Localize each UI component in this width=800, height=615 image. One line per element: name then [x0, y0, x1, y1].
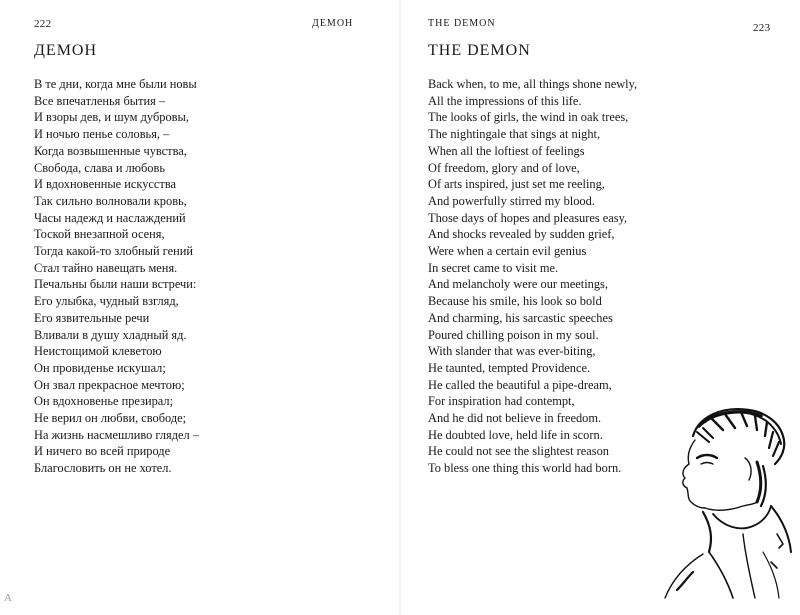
poem-russian-line: И взоры дев, и шум дубровы,: [34, 110, 189, 125]
poem-russian-line: На жизнь насмешливо глядел –: [34, 427, 200, 442]
poem-russian-line: Свобода, слава и любовь: [34, 160, 166, 175]
poem-english-line: When all the loftiest of feelings: [428, 143, 585, 158]
poem-english-line: And shocks revealed by sudden grief,: [428, 227, 615, 242]
poem-text-english: [428, 76, 637, 477]
poem-english-line: He could not see the slightest reason: [428, 444, 609, 459]
poem-english-line: Because his smile, his look so bold: [428, 294, 602, 309]
poem-english-line: To bless one thing this world had born.: [428, 461, 622, 476]
poem-russian-line: И ничего во всей природе: [34, 444, 171, 459]
poem-english-line: In secret came to visit me.: [428, 260, 559, 275]
poem-russian-line: Он провиденье искушал;: [34, 360, 166, 375]
poem-english-line: Back when, to me, all things shone newly,: [428, 77, 638, 91]
poem-english-line: Those days of hopes and pleasures easy,: [428, 210, 628, 225]
poem-russian-line: Тоской внезапной осеня,: [34, 227, 165, 242]
poem-english-line: He called the beautiful a pipe-dream,: [428, 377, 612, 392]
corner-mark: A: [4, 592, 12, 604]
poem-russian-line: Когда возвышенные чувства,: [34, 143, 187, 158]
poem-text-russian: [34, 76, 199, 477]
poem-russian-line: Все впечатленья бытия –: [34, 93, 166, 108]
poem-english-line: And melancholy were our meetings,: [428, 277, 608, 292]
poem-english-line: Were when a certain evil genius: [428, 244, 587, 259]
poem-title-english: THE DEMON: [428, 42, 531, 59]
poem-russian-line: И вдохновенные искусства: [34, 177, 177, 192]
poem-english-line: The looks of girls, the wind in oak trees,: [428, 110, 629, 125]
poem-russian-line: Благословить он не хотел.: [34, 461, 172, 476]
poem-russian-line: Печальны были наши встречи:: [34, 277, 197, 292]
poem-russian-line: Он вдохновенье презирал;: [34, 394, 174, 409]
ink-portrait-sketch-icon: [653, 402, 798, 602]
poem-russian-line: Не верил он любви, свободе;: [34, 411, 187, 426]
poem-english-line: Of freedom, glory and of love,: [428, 160, 580, 175]
poem-russian-line: Стал тайно навещать меня.: [34, 260, 178, 275]
poem-english-line: The nightingale that sings at night,: [428, 127, 601, 142]
poem-russian-line: Так сильно волновали кровь,: [34, 193, 187, 208]
poem-russian-line: Его язвительные речи: [34, 310, 150, 325]
poem-english-line: And he did not believe in freedom.: [428, 411, 602, 426]
poem-english-line: All the impressions of this life.: [428, 93, 582, 108]
poem-english-line: And powerfully stirred my blood.: [428, 193, 595, 208]
poem-english-line: He taunted, tempted Providence.: [428, 360, 591, 375]
poem-english-line: He doubted love, held life in scorn.: [428, 427, 603, 442]
poem-russian-line: Его улыбка, чудный взгляд,: [34, 294, 179, 309]
poem-english-line: And charming, his sarcastic speeches: [428, 310, 613, 325]
poem-russian-line: В те дни, когда мне были новы: [34, 77, 197, 91]
page-number-right: 223: [753, 22, 771, 34]
poem-english-line: For inspiration had contempt,: [428, 394, 575, 409]
poem-english-line: Of arts inspired, just set me reeling,: [428, 177, 605, 192]
right-page: [400, 0, 800, 615]
running-head-right: THE DEMON: [428, 18, 496, 29]
poem-russian-line: Неистощимой клеветою: [34, 344, 162, 359]
poem-russian-line: Часы надежд и наслаждений: [34, 210, 186, 225]
running-head-left: ДЕМОН: [312, 18, 354, 29]
page-number-left: 222: [34, 18, 52, 30]
poem-english-line: With slander that was ever-biting,: [428, 344, 596, 359]
poem-russian-line: И ночью пенье соловья, –: [34, 127, 170, 142]
poem-russian-line: Тогда какой-то злобный гений: [34, 244, 193, 259]
poem-russian-line: Вливали в душу хладный яд.: [34, 327, 187, 342]
poem-russian-line: Он звал прекрасное мечтою;: [34, 377, 185, 392]
poem-title-russian: ДЕМОН: [34, 42, 98, 59]
poem-english-line: Poured chilling poison in my soul.: [428, 327, 599, 342]
